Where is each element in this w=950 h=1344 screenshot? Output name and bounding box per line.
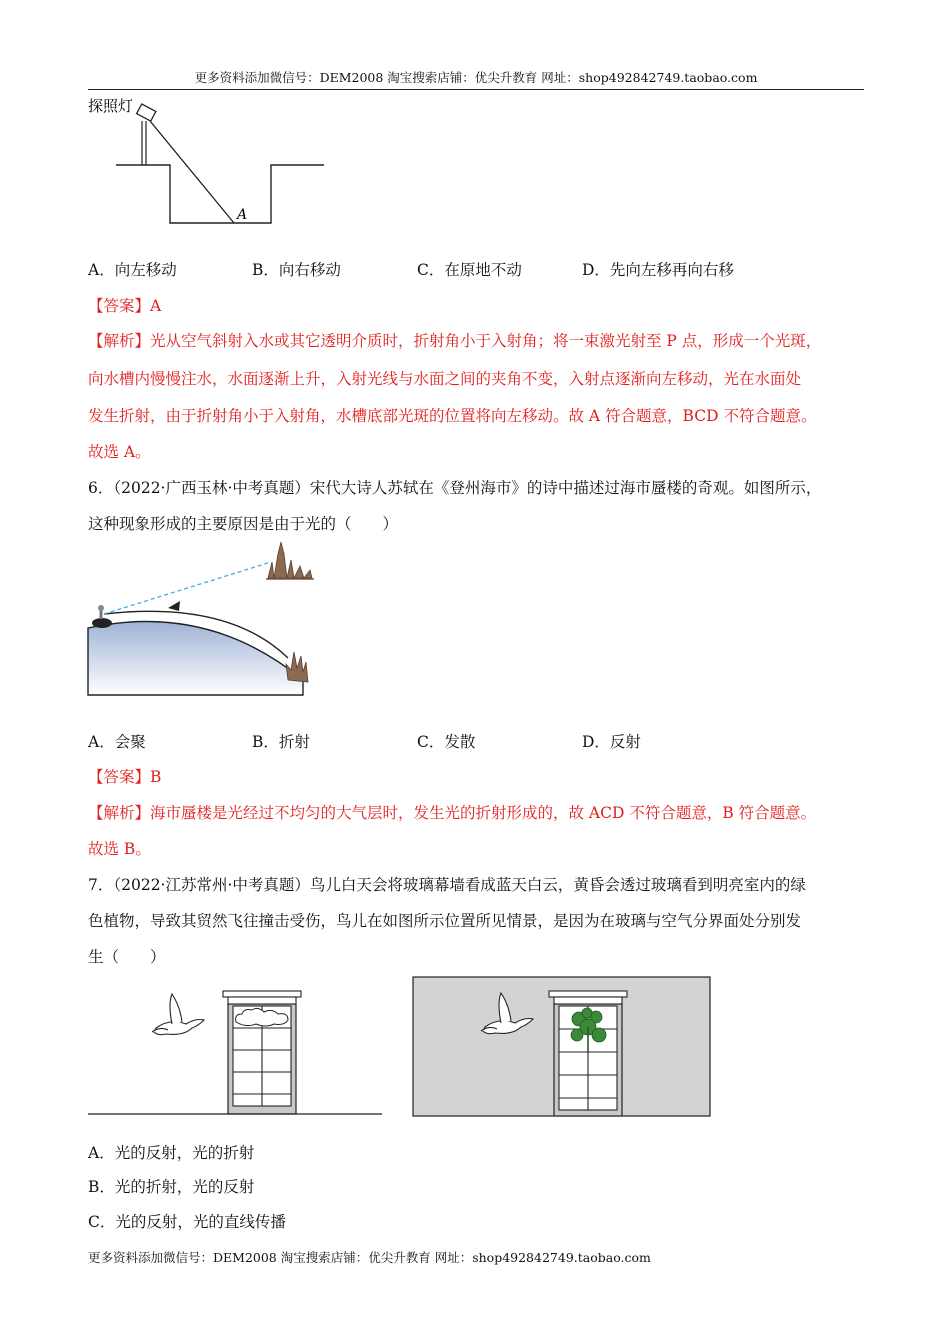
q6-option-a: A．会聚 <box>88 733 146 751</box>
searchlight-icon <box>137 104 156 165</box>
tank-outline <box>116 165 324 223</box>
q6-option-c: C．发散 <box>417 733 476 751</box>
q6-option-d: D．反射 <box>582 733 641 751</box>
q6-answer: 【答案】B <box>88 768 162 786</box>
q6-option-b: B．折射 <box>252 733 310 751</box>
q5-analysis-line-4: 故选 A。 <box>88 443 151 461</box>
mirage-city-icon <box>266 542 314 579</box>
light-ray <box>150 121 234 223</box>
earth-surface <box>88 622 303 696</box>
q5-option-a: A．向左移动 <box>88 261 177 279</box>
q7-stem-line-3: 生（ ） <box>88 948 166 966</box>
arrow-icon <box>168 601 180 611</box>
q5-analysis-line-1: 【解析】光从空气斜射入水或其它透明介质时，折射角小于入射角；将一束激光射至 P 点，形成一个光斑， <box>88 332 822 350</box>
searchlight-tank-figure <box>88 95 348 230</box>
page-header: 更多资料添加微信号：DEM2008 淘宝搜索店铺：优尖升教育 网址：shop492842749.taobao.com <box>88 68 864 90</box>
q7-stem-line-1: 7．（2022·江苏常州·中考真题）鸟儿白天会将玻璃幕墙看成蓝天白云，黄昏会透过玻璃看到明亮室内的绿 <box>88 876 806 894</box>
dusk-building-figure <box>413 977 711 1117</box>
point-a-label: A <box>237 207 248 223</box>
q5-option-d: D．先向左移再向右移 <box>582 261 734 279</box>
daytime-building-figure <box>88 988 384 1116</box>
observer-icon <box>92 605 112 628</box>
q6-stem-line-1: 6．（2022·广西玉林·中考真题）宋代大诗人苏轼在《登州海市》的诗中描述过海市蜃楼的奇观。如图所示， <box>88 479 822 497</box>
q6-analysis-line-2: 故选 B。 <box>88 840 151 858</box>
q7-option-b: B．光的折射，光的反射 <box>88 1178 255 1196</box>
q5-analysis-line-2: 向水槽内慢慢注水，水面逐渐上升，入射光线与水面之间的夹角不变，入射点逐渐向左移动，光在水面处 <box>88 370 802 388</box>
q6-analysis-line-1: 【解析】海市蜃楼是光经过不均匀的大气层时，发生光的折射形成的，故 ACD 不符合题意，B 符合题意。 <box>88 804 817 822</box>
q5-analysis-line-3: 发生折射，由于折射角小于入射角，水槽底部光斑的位置将向左移动。故 A 符合题意，BCD 不符合题意。 <box>88 407 817 425</box>
roof-ledge <box>549 991 627 997</box>
apparent-sight-line <box>104 562 271 614</box>
q5-option-c: C．在原地不动 <box>417 261 522 279</box>
bird-icon <box>152 994 204 1035</box>
q6-stem-line-2: 这种现象形成的主要原因是由于光的（ ） <box>88 515 399 533</box>
q5-option-b: B．向右移动 <box>252 261 341 279</box>
q5-answer: 【答案】A <box>88 297 162 315</box>
mirage-figure <box>88 540 328 695</box>
q7-option-c: C．光的反射，光的直线传播 <box>88 1213 286 1231</box>
q7-option-a: A．光的反射，光的折射 <box>88 1144 255 1162</box>
real-city-icon <box>286 652 308 682</box>
q7-stem-line-2: 色植物，导致其贸然飞往撞击受伤，鸟儿在如图所示位置所见情景，是因为在玻璃与空气分界面处分别发 <box>88 912 802 930</box>
lamp-label: 探照灯 <box>88 97 134 115</box>
page-footer: 更多资料添加微信号：DEM2008 淘宝搜索店铺：优尖升教育 网址：shop492842749.taobao.com <box>88 1250 651 1265</box>
roof-ledge <box>223 991 301 997</box>
